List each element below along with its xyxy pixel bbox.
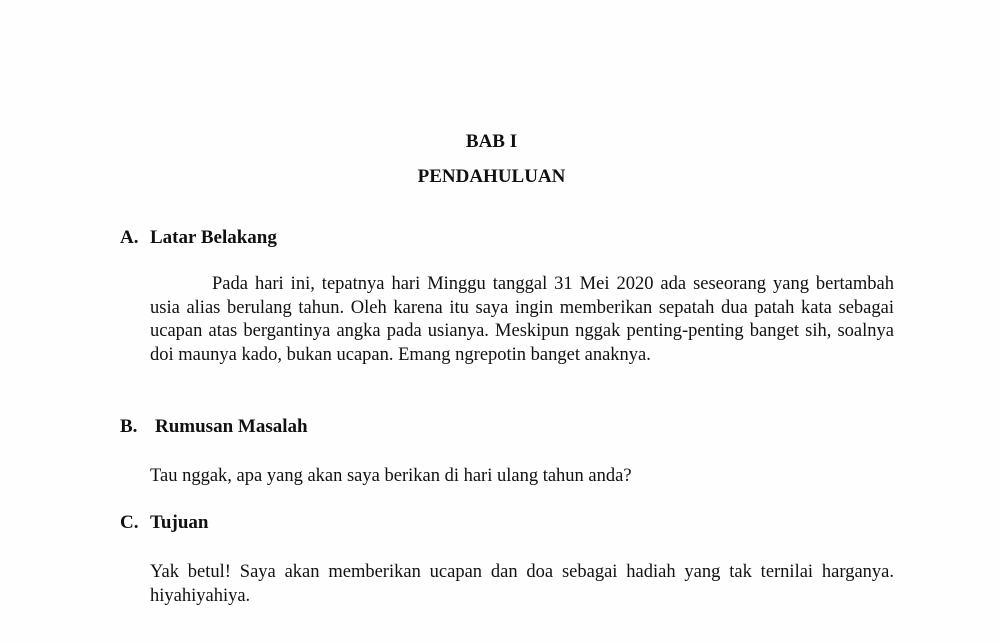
section-heading-c — [120, 512, 208, 534]
section-heading-a — [120, 227, 277, 249]
section-title: Tujuan — [150, 512, 209, 533]
chapter-label: BAB I — [465, 131, 518, 152]
section-body-a: Pada hari ini, tepatnya hari Minggu tanggal 31 Mei 2020 ada seseorang yang bertambah usia alias berulang tahun. Oleh karena itu saya ingin memberikan sepatah dua patah kata sebagai ucapan atas bergantinya angka pada usianya. Meskipun nggak penting-penting banget sih, soalnya doi maunya kado, bukan ucapan. Emang ngrepotin banget anaknya. — [150, 274, 894, 365]
section-number: A. — [120, 227, 139, 248]
section-body-c: Yak betul! Saya akan memberikan ucapan dan doa sebagai hadiah yang tak ternilai harganya. hiyahiyahiya. — [150, 562, 894, 606]
chapter-title: PENDAHULUAN — [417, 166, 566, 187]
section-number: C. — [120, 512, 139, 533]
section-number: B. — [120, 416, 138, 437]
section-heading-b — [120, 416, 308, 438]
section-title: Latar Belakang — [150, 227, 277, 248]
section-title: Rumusan Masalah — [155, 416, 308, 437]
section-body-b: Tau nggak, apa yang akan saya berikan di hari ulang tahun anda? — [150, 466, 632, 486]
